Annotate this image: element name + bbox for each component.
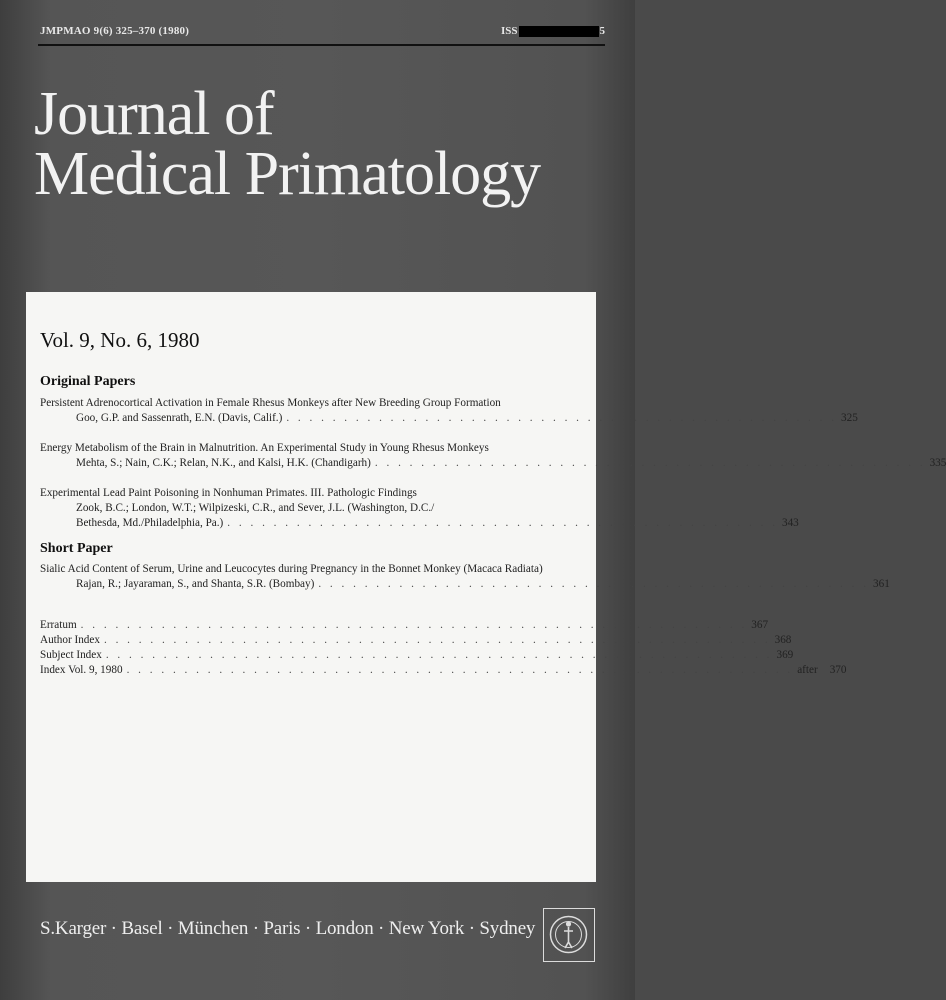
article-authors: Mehta, S.; Nain, C.K.; Relan, N.K., and Kalsi, H.K. (Chandigarh) [76, 457, 371, 469]
article-byline [40, 411, 858, 426]
dot-leader: . . . . . . . . . . . . . . . . . . . . . . . . . . . . . . . . . . . . . . . . . . . . . . . . . . . . . . . . . . [80, 619, 748, 631]
issn-prefix: ISS [500, 25, 518, 37]
dot-leader: . . . . . . . . . . . . . . . . . . . . . . . . . . . . . . . . . . . . . . . . . . . . . . . . [374, 457, 926, 469]
article-authors: Rajan, R.; Jayaraman, S., and Shanta, S.R. (Bombay) [76, 578, 315, 590]
page-number: 367 [751, 619, 769, 631]
article-title: Energy Metabolism of the Brain in Malnutrition. An Experimental Study in Young Rhesus Monkeys [40, 442, 489, 454]
journal-title-line-2: Medical Primatology [34, 140, 541, 208]
issn-redaction [519, 26, 599, 37]
index-entry [40, 633, 792, 648]
page-number: 370 [829, 664, 847, 676]
contents-entry [40, 441, 946, 471]
dot-leader: . . . . . . . . . . . . . . . . . . . . . . . . . . . . . . . . . . . . . . . . . . . . . . . . [318, 578, 870, 590]
contents-panel [26, 292, 946, 882]
karger-logo-icon [543, 908, 595, 962]
index-label: Author Index [40, 634, 100, 646]
header-bar [38, 22, 605, 46]
index-label: Subject Index [40, 649, 102, 661]
page-number: 335 [929, 457, 946, 469]
issn-suffix: 5 [599, 25, 605, 37]
page-number: 361 [873, 578, 890, 590]
volume-label: Vol. 9, No. 6, 1980 [40, 328, 200, 352]
article-authors: Goo, G.P. and Sassenrath, E.N. (Davis, Calif.) [76, 412, 283, 424]
dot-leader: . . . . . . . . . . . . . . . . . . . . . . . . . . . . . . . . . . . . . . . . . . . . . . . . [286, 412, 838, 424]
index-list [40, 618, 847, 678]
original-papers-heading: Original Papers [40, 374, 136, 389]
article-authors: Zook, B.C.; London, W.T.; Wilpizeski, C.R., and Sever, J.L. (Washington, D.C./ [76, 502, 435, 514]
journal-title [34, 80, 541, 208]
contents-entry [40, 562, 890, 592]
contents-entry [40, 486, 799, 531]
article-title: Persistent Adrenocortical Activation in Female Rhesus Monkeys after New Breeding Group Formation [40, 397, 501, 409]
dot-leader: . . . . . . . . . . . . . . . . . . . . . . . . . . . . . . . . . . . . . . . . . . . . . . . . . . . . . . . . . . [103, 634, 771, 646]
article-byline [40, 577, 890, 592]
index-entry [40, 648, 794, 663]
article-title: Sialic Acid Content of Serum, Urine and Leucocytes during Pregnancy in the Bonnet Monkey (Macaca Radiata) [40, 563, 543, 575]
index-entry [40, 663, 847, 678]
article-byline [40, 501, 565, 516]
journal-title-line-1: Journal of [34, 80, 274, 148]
contents-entry [40, 396, 858, 426]
page-number: 343 [781, 517, 799, 529]
dot-leader: . . . . . . . . . . . . . . . . . . . . . . . . . . . . . . . . . . . . . . . . . . . . . . . . . . . . . . . . . . [105, 649, 773, 661]
short-paper-heading: Short Paper [40, 541, 113, 556]
article-title: Experimental Lead Paint Poisoning in Nonhuman Primates. III. Pathologic Findings [40, 487, 417, 499]
index-entry [40, 618, 769, 633]
index-after-label: after [797, 664, 818, 676]
issn-number [501, 25, 605, 37]
article-authors: Bethesda, Md./Philadelphia, Pa.) [76, 517, 224, 529]
page-number: 325 [841, 412, 858, 424]
dot-leader: . . . . . . . . . . . . . . . . . . . . . . . . . . . . . . . . . . . . . . . . . . . . . . . . [227, 517, 778, 529]
index-label: Index Vol. 9, 1980 [40, 664, 123, 676]
index-label: Erratum [40, 619, 77, 631]
article-byline [40, 456, 946, 471]
page-number: 369 [776, 649, 794, 661]
article-byline [40, 516, 799, 531]
publisher-line: S.Karger · Basel · München · Paris · London · New York · Sydney [40, 918, 536, 939]
dot-leader: . . . . . . . . . . . . . . . . . . . . . . . . . . . . . . . . . . . . . . . . . . . . . . . . . . . . . . . . . . [126, 664, 794, 676]
page-number: 368 [774, 634, 792, 646]
journal-citation: JMPMAO 9(6) 325–370 (1980) [40, 25, 190, 37]
